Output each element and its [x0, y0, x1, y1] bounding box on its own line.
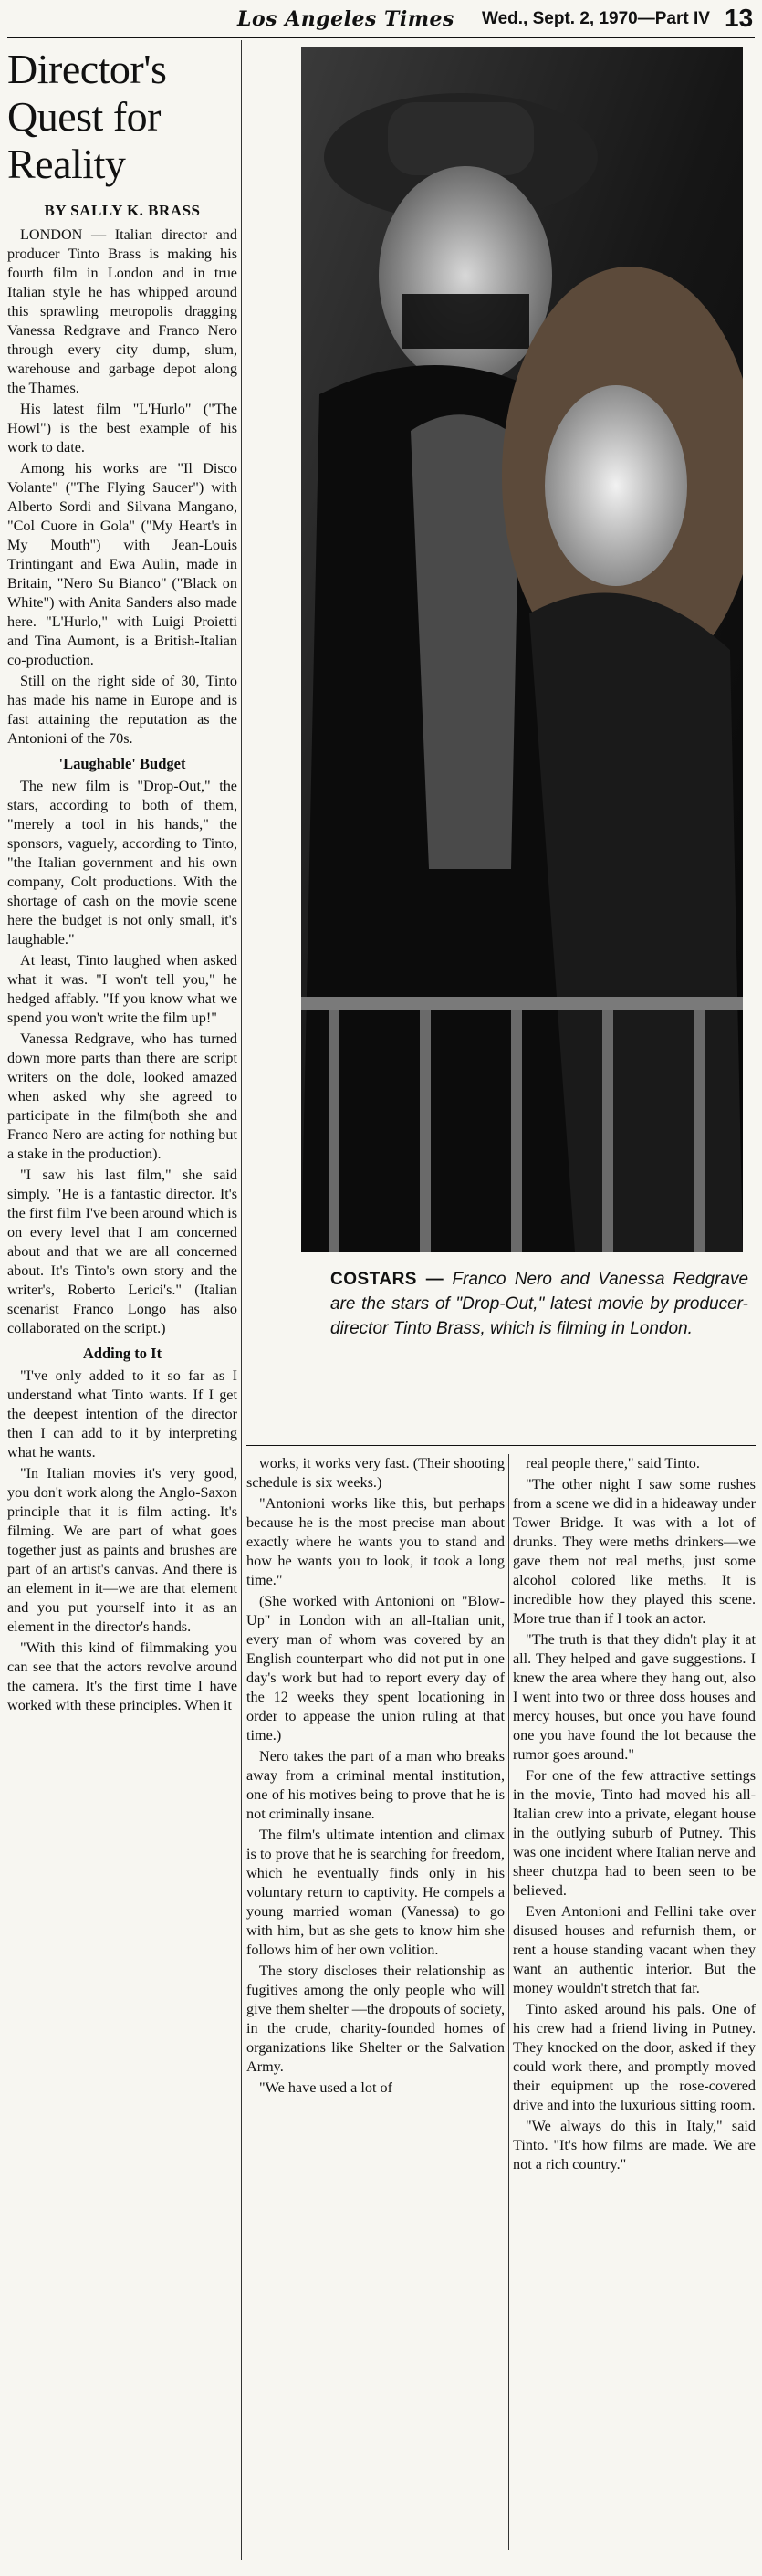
paragraph: Even Antonioni and Fellini take over disused houses and refurnish them, or rent a house standing vacant when they want an authentic interior. But the money wouldn't stretch that far.	[513, 1903, 756, 1996]
paragraph: real people there," said Tinto.	[526, 1455, 700, 1471]
newspaper-name: Los Angeles Times	[237, 7, 454, 31]
dateline: Wed., Sept. 2, 1970—Part IV	[482, 9, 710, 28]
paragraph: "With this kind of filmmaking you can see that the actors revolve around the camera. It's the first time I have worked with these principles. When it	[7, 1639, 237, 1713]
paragraph: "I saw his last film," she said simply. "He is a fantastic director. It's the first film I've been around which is on every level that I am concerned about and that we are all concerned about. It's Tinto's own story and the writer's, Roberto Lerici's." (Italian scenarist Franco Longo has also collaborated on the script.)	[7, 1167, 237, 1336]
paragraph: "We have used a lot of	[259, 2079, 392, 2096]
paragraph: The story discloses their relationship as fugitives among the only people who will give them shelter —the dropouts of society, in the crude, charity-founded homes of organizations like Shelter or the Salvation Army.	[246, 1963, 505, 2075]
byline: BY SALLY K. BRASS	[44, 202, 201, 219]
subhead: 'Laughable' Budget	[58, 755, 186, 772]
paragraph: "In Italian movies it's very good, you don't work along the Anglo-Saxon principle that it is film acting. It's filming. We are part of what goes together just as paints and brushes are part of an artist's canvas. And there is an element in it—we are that element and you put yourself into it as an element in the director's hands.	[7, 1465, 237, 1635]
subhead: Adding to It	[82, 1345, 162, 1362]
caption-rule	[246, 1445, 756, 1446]
paragraph: Tinto asked around his pals. One of his crew had a friend living in Putney. They knocked on the door, asked if they could work there, and promptly moved their equipment up the rose-covered drive and into the luxurious sitting room.	[513, 2001, 756, 2113]
photo-caption	[330, 1267, 748, 1341]
paragraph: His latest film "L'Hurlo" ("The Howl") is the best example of his work to date.	[7, 401, 237, 456]
paragraph: Among his works are "Il Disco Volante" ("The Flying Saucer") with Alberto Sordi and Silvana Mangano, "Col Cuore in Gola" ("My Heart's in My Mouth") with Jean-Louis Trintingant and Ewa Aulin, made in Britain, "Nero Su Bianco" ("Black on White") with Anita Sanders also made here. "L'Hurlo," with Luigi Proietti and Tina Aumont, is a British-Italian co-production.	[7, 460, 237, 668]
paragraph: works, it works very fast. (Their shooting schedule is six weeks.)	[246, 1455, 505, 1491]
paragraph: LONDON — Italian director and producer Tinto Brass is making his fourth film in London and in true Italian style he has whipped around this sprawling metropolis dragging Vanessa Redgrave and Franco Nero through every city dump, slum, warehouse and garbage depot along the Thames.	[7, 226, 237, 396]
paragraph: "I've only added to it so far as I understand what Tinto wants. If I get the deepest intention of the director then I can add to it by interpreting what he wants.	[7, 1367, 237, 1461]
paragraph: The new film is "Drop-Out," the stars, according to both of them, "merely a tool in his hands," the sponsors, vaguely, according to Tinto, "the Italian government and his own company, Colt productions. With the shortage of cash on the movie scene here the budget is not only small, it's laughable."	[7, 778, 237, 948]
paragraph: "The other night I saw some rushes from a scene we did in a hideaway under Tower Bridge. It was with a lot of drunks. They were meths drinkers—we gave them not real meths, just some alcohol colored like meths. It is incredible how they played this scene. More true than if I took an actor.	[513, 1476, 756, 1627]
column-rule	[241, 40, 242, 2560]
paragraph: "We always do this in Italy," said Tinto. "It's how films are made. We are not a rich country."	[513, 2118, 756, 2173]
column-rule	[508, 1454, 509, 2550]
page-number: 13	[725, 4, 754, 32]
costars-photo	[301, 47, 743, 1252]
photo-illustration	[301, 47, 743, 1252]
paragraph: Vanessa Redgrave, who has turned down more parts than there are script writers on the dole, looked amazed when asked why she agreed to participate in the film(both she and Franco Nero are acting for nothing but a stake in the production).	[7, 1031, 237, 1162]
caption-text: Franco Nero and Vanessa Redgrave are the stars of "Drop-Out," latest movie by producer-director Tinto Brass, which is filming in London.	[330, 1270, 749, 1338]
article-column-3	[513, 1454, 756, 2550]
paragraph: For one of the few attractive settings in the movie, Tinto had moved his all-Italian crew into a private, elegant house in the outlying suburb of Putney. This was one incident where Italian nerve and sheer chutzpa had to been seen to be believed.	[513, 1767, 756, 1899]
column-1-body	[7, 225, 237, 1715]
paragraph: "The truth is that they didn't play it at all. They helped and gave suggestions. I knew the area where they hang out, also I went into two or three doss houses and mercy houses, but once you have found one you have found the lot because the rumor goes around."	[513, 1631, 756, 1763]
paragraph: Nero takes the part of a man who breaks away from a criminal mental institution, one of his motives being to prove that he is not criminally insane.	[246, 1748, 505, 1822]
caption-lead: COSTARS —	[330, 1270, 444, 1289]
headline: Director's Quest for Reality	[7, 46, 167, 187]
paragraph: The film's ultimate intention and climax is to prove that he is searching for freedom, which he eventually finds only in his voluntary return to captivity. He compels a young married woman (Vanessa) to go with him, but as she gets to know him she follows him of her own volition.	[246, 1827, 505, 1958]
paragraph: "Antonioni works like this, but perhaps because he is the most precise man about exactly where he wants you to stand and how he wants you to look, it took a long time."	[246, 1495, 505, 1588]
article-column-1	[7, 40, 237, 2560]
article-column-2	[246, 1454, 505, 2550]
masthead	[7, 4, 755, 38]
paragraph: (She worked with Antonioni on "Blow-Up" in London with an all-Italian unit, every man of whom was covered by an English counterpart who did not put in one day's work but had to report every day of the 12 weeks they spent locationing in order to appease the union ruling at that time.)	[246, 1593, 505, 1744]
paragraph: Still on the right side of 30, Tinto has made his name in Europe and is fast attaining the reputation as the Antonioni of the 70s.	[7, 673, 237, 747]
paragraph: At least, Tinto laughed when asked what it was. "I won't tell you," he hedged affably. "If you know what we spend you won't write the film up!"	[7, 952, 237, 1026]
